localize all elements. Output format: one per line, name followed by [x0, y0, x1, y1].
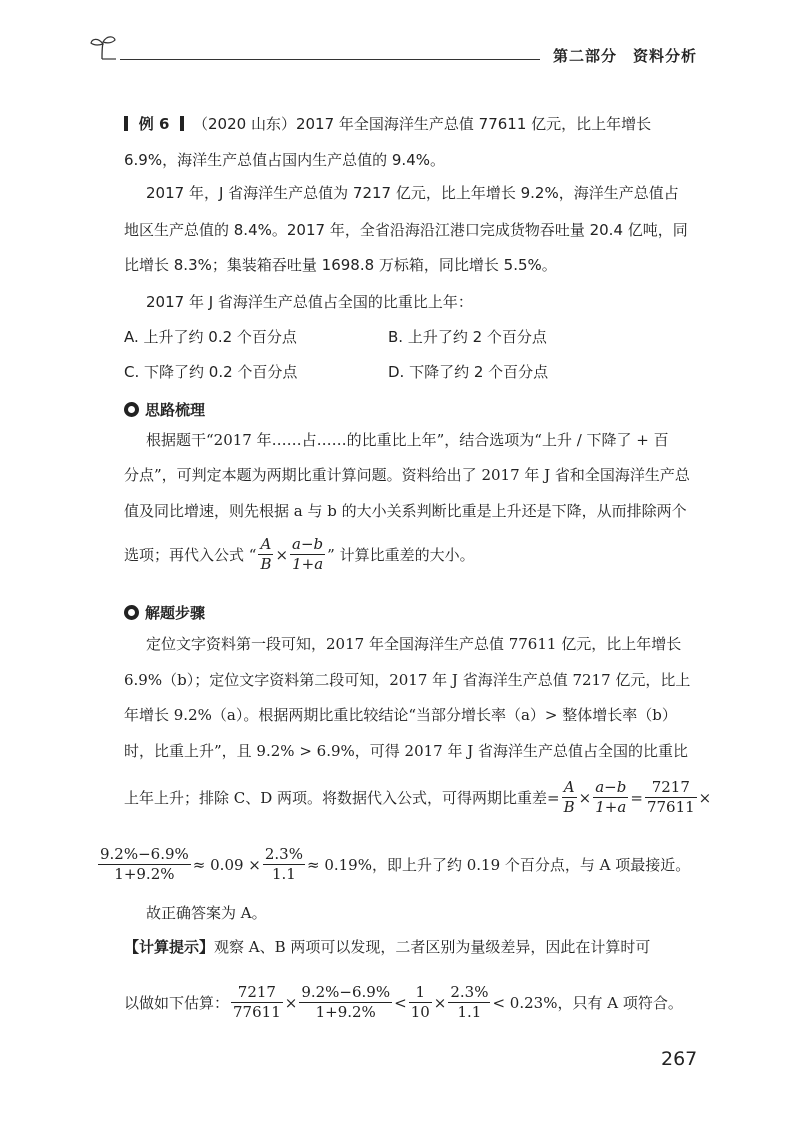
fraction-7217-77611: $\frac{7217}{77611}$ [646, 778, 695, 816]
fraction-growth: $\frac{a-b}{1+a}$ [292, 535, 324, 573]
page-number: 267 [661, 1048, 698, 1070]
fraction-A-over-B: $\frac{A}{B}$ [563, 778, 575, 816]
hint-label: 【计算提示】 [124, 938, 215, 956]
fraction-growth-diff: $\frac{9.2\%-6.9\%}{1+9.2\%}$ [100, 845, 189, 883]
option-a: A. 上升了约 0.2 个百分点 [124, 328, 297, 346]
formula-line [124, 983, 683, 1022]
paragraph-line: 根据题干“2017 年……占……的比重比上年”，结合选项为“上升 / 下降了 + 百 [146, 431, 669, 449]
header-rule [120, 59, 540, 60]
paragraph-line: 年增长 9.2%（a）。根据两期比重比较结论“当部分增长率（a）> 整体增长率（b） [124, 706, 677, 724]
example-source: （2020 山东） [193, 115, 296, 133]
paragraph-text: 以做如下估算： [124, 993, 230, 1012]
fraction-A-over-B: $\frac{A}{B}$ [260, 535, 272, 573]
solution-title: 解题步骤 [145, 604, 206, 622]
option-d: D. 下降了约 2 个百分点 [388, 363, 549, 381]
formula-line [124, 778, 711, 817]
hint-text: 观察 A、B 两项可以发现，二者区别为量级差异，因此在计算时可 [214, 938, 651, 956]
paragraph-line: 地区生产总值的 8.4%。2017 年，全省沿海沿江港口完成货物吞吐量 20.4 亿吨，同 [124, 221, 688, 239]
paragraph-line: 值及同比增速，则先根据 a 与 b 的大小关系判断比重是上升还是下降，从而排除两个 [124, 502, 687, 520]
fraction-growth: $\frac{a-b}{1+a}$ [595, 778, 627, 816]
approx-text: ≈ 0.09 × [192, 855, 261, 874]
paragraph-line: 2017 年，J 省海洋生产总值为 7217 亿元，比上年增长 9.2%，海洋生产总值占 [146, 184, 679, 202]
fraction-2-3-over-1-1: $\frac{2.3\%}{1.1}$ [264, 845, 303, 883]
times-sign: × [275, 545, 289, 564]
paragraph-text: ” 计算比重差的大小。 [327, 545, 475, 564]
paragraph-text: < 0.23%，只有 A 项符合。 [492, 993, 683, 1012]
analysis-heading [124, 400, 205, 420]
times-sign: × [284, 993, 298, 1012]
fraction-growth-diff: $\frac{9.2\%-6.9\%}{1+9.2\%}$ [301, 983, 391, 1021]
question-text: 2017 年 J 省海洋生产总值占全国的比重比上年： [146, 293, 473, 311]
gear-icon [124, 402, 139, 417]
paragraph-text: 上年上升；排除 C、D 两项。将数据代入公式，可得两期比重差= [124, 788, 560, 807]
key-icon [124, 605, 139, 620]
formula-line [96, 845, 690, 884]
fraction-7217-77611: $\frac{7217}{77611}$ [233, 983, 281, 1021]
fraction-2-3-over-1-1: $\frac{2.3\%}{1.1}$ [450, 983, 489, 1021]
less-than: < [394, 993, 407, 1012]
option-b: B. 上升了约 2 个百分点 [388, 328, 547, 346]
analysis-title: 思路梳理 [145, 401, 206, 419]
label-bar-right [180, 116, 184, 131]
paragraph-line: 6.9%（b）；定位文字资料第二段可知，2017 年 J 省海洋生产总值 7217 亿元，比上 [124, 671, 691, 689]
fraction-1-over-10: $\frac{1}{10}$ [410, 983, 430, 1021]
times-sign: × [433, 993, 447, 1012]
example-line-2: 6.9%，海洋生产总值占国内生产总值的 9.4%。 [124, 151, 445, 169]
equals-sign: = [630, 788, 643, 807]
solution-heading [124, 603, 205, 623]
sprout-icon [88, 33, 118, 61]
paragraph-line: 定位文字资料第一段可知，2017 年全国海洋生产总值 77611 亿元，比上年增长 [146, 635, 682, 653]
hint-line [124, 937, 650, 957]
header-title: 第二部分 资料分析 [553, 47, 698, 65]
example-text: 2017 年全国海洋生产总值 77611 亿元，比上年增长 [295, 115, 652, 133]
answer-text: 故正确答案为 A。 [146, 904, 267, 922]
paragraph-text: 选项；再代入公式 “ [124, 545, 257, 564]
formula-line [124, 535, 475, 574]
times-sign: × [698, 788, 712, 807]
paragraph-line: 比增长 8.3%；集装箱吞吐量 1698.8 万标箱，同比增长 5.5%。 [124, 256, 557, 274]
paragraph-line: 时，比重上升”，且 9.2% > 6.9%，可得 2017 年 J 省海洋生产总值占全国的比重比 [124, 742, 689, 760]
option-c: C. 下降了约 0.2 个百分点 [124, 363, 298, 381]
paragraph-text: ≈ 0.19%，即上升了约 0.19 个百分点，与 A 项最接近。 [306, 855, 691, 874]
label-bar-left [124, 116, 128, 131]
paragraph-line: 分点”，可判定本题为两期比重计算问题。资料给出了 2017 年 J 省和全国海洋生产总 [124, 466, 690, 484]
example-line-1 [124, 114, 724, 134]
example-label: 例 6 [138, 115, 170, 133]
times-sign: × [578, 788, 592, 807]
